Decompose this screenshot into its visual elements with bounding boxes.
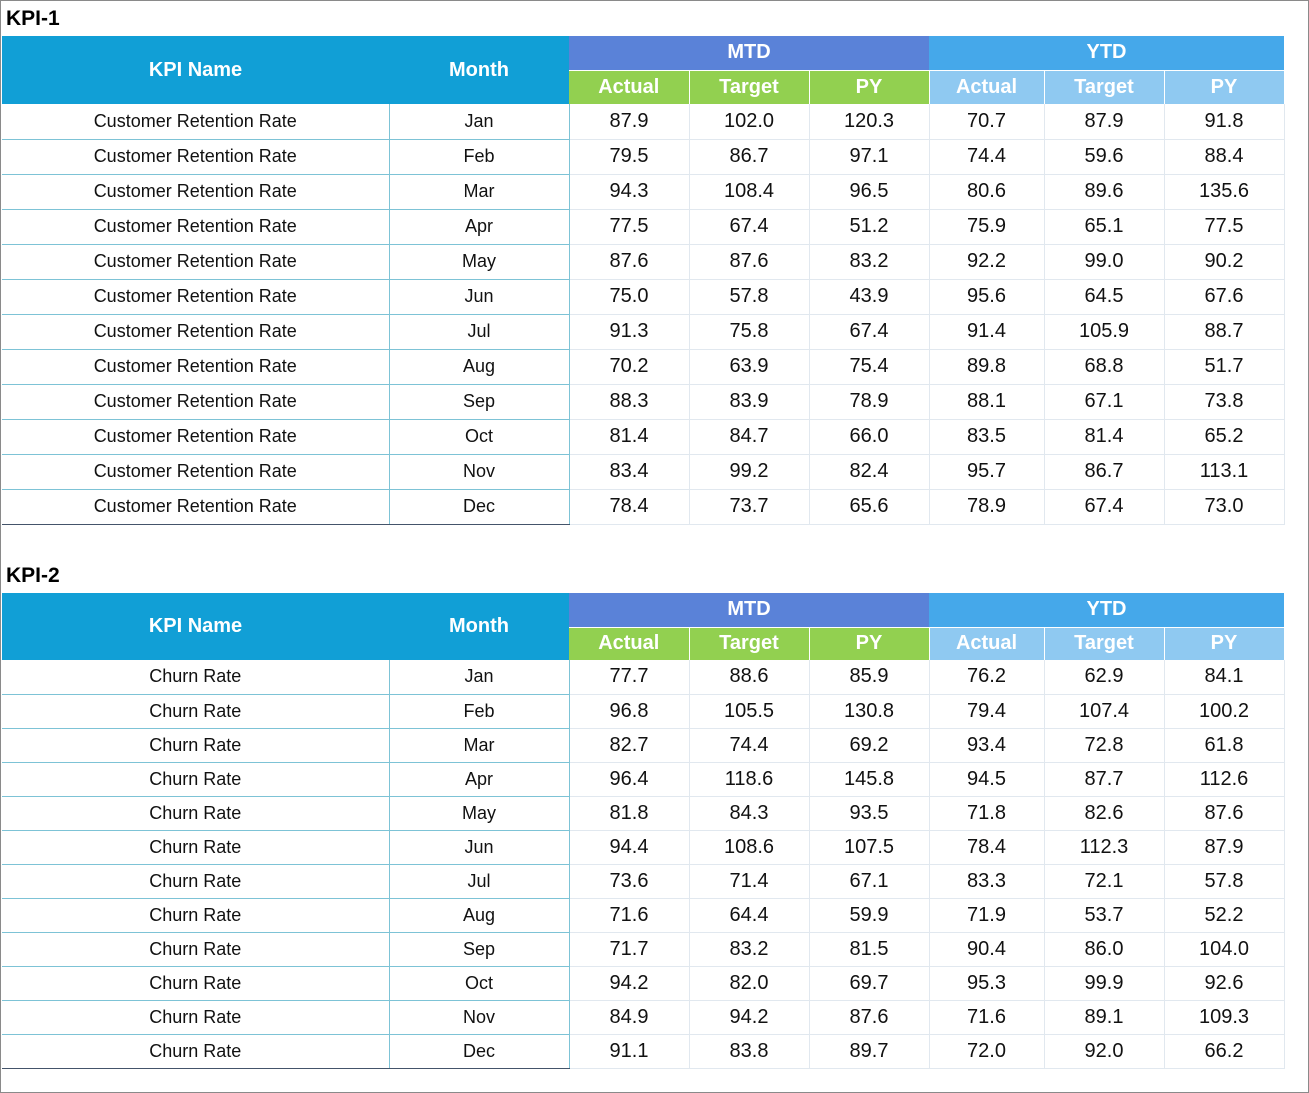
ytd-target-cell: 64.5 (1044, 279, 1164, 314)
month-cell: Jan (389, 104, 569, 139)
mtd-py-cell: 66.0 (809, 419, 929, 454)
mtd-target-cell: 64.4 (689, 898, 809, 932)
month-cell: Jul (389, 314, 569, 349)
kpi-name-cell: Churn Rate (2, 864, 389, 898)
ytd-py-cell: 113.1 (1164, 454, 1284, 489)
ytd-target-cell: 68.8 (1044, 349, 1164, 384)
mtd-py-cell: 87.6 (809, 1000, 929, 1034)
ytd-target-cell: 112.3 (1044, 830, 1164, 864)
table-row (2, 694, 1284, 728)
month-cell: Feb (389, 139, 569, 174)
mtd-actual-cell: 83.4 (569, 454, 689, 489)
mtd-target-cell: 108.6 (689, 830, 809, 864)
mtd-actual-cell: 87.9 (569, 104, 689, 139)
mtd-target-header: Target (689, 627, 809, 660)
table-row (2, 384, 1284, 419)
ytd-target-cell: 53.7 (1044, 898, 1164, 932)
mtd-target-cell: 83.2 (689, 932, 809, 966)
kpi-name-cell: Customer Retention Rate (2, 489, 389, 524)
table-row (2, 454, 1284, 489)
kpi-name-cell: Customer Retention Rate (2, 209, 389, 244)
table-row (2, 349, 1284, 384)
table-row (2, 419, 1284, 454)
ytd-target-cell: 86.7 (1044, 454, 1164, 489)
ytd-actual-cell: 71.9 (929, 898, 1044, 932)
table-row (2, 1000, 1284, 1034)
mtd-py-cell: 82.4 (809, 454, 929, 489)
mtd-actual-cell: 94.3 (569, 174, 689, 209)
ytd-py-cell: 135.6 (1164, 174, 1284, 209)
ytd-actual-cell: 80.6 (929, 174, 1044, 209)
table-row (2, 174, 1284, 209)
ytd-actual-cell: 75.9 (929, 209, 1044, 244)
ytd-py-cell: 84.1 (1164, 660, 1284, 694)
ytd-actual-cell: 89.8 (929, 349, 1044, 384)
mtd-py-cell: 145.8 (809, 762, 929, 796)
ytd-actual-cell: 88.1 (929, 384, 1044, 419)
table-row (2, 762, 1284, 796)
ytd-py-cell: 77.5 (1164, 209, 1284, 244)
kpi-name-cell: Churn Rate (2, 694, 389, 728)
ytd-py-header: PY (1164, 627, 1284, 660)
mtd-actual-header: Actual (569, 627, 689, 660)
ytd-actual-cell: 83.3 (929, 864, 1044, 898)
month-cell: Oct (389, 966, 569, 1000)
mtd-target-cell: 105.5 (689, 694, 809, 728)
ytd-header: YTD (929, 36, 1284, 70)
ytd-target-cell: 67.1 (1044, 384, 1164, 419)
ytd-actual-cell: 79.4 (929, 694, 1044, 728)
ytd-actual-cell: 70.7 (929, 104, 1044, 139)
table-row (2, 830, 1284, 864)
month-cell: May (389, 244, 569, 279)
kpi-name-cell: Churn Rate (2, 762, 389, 796)
ytd-actual-cell: 74.4 (929, 139, 1044, 174)
mtd-actual-cell: 77.7 (569, 660, 689, 694)
ytd-actual-cell: 76.2 (929, 660, 1044, 694)
mtd-target-cell: 118.6 (689, 762, 809, 796)
mtd-py-cell: 97.1 (809, 139, 929, 174)
ytd-target-cell: 62.9 (1044, 660, 1164, 694)
mtd-target-cell: 102.0 (689, 104, 809, 139)
month-header: Month (389, 593, 569, 660)
kpi-name-cell: Churn Rate (2, 728, 389, 762)
ytd-target-cell: 87.9 (1044, 104, 1164, 139)
table-row (2, 898, 1284, 932)
ytd-target-cell: 105.9 (1044, 314, 1164, 349)
mtd-target-cell: 63.9 (689, 349, 809, 384)
ytd-py-header: PY (1164, 70, 1284, 104)
mtd-actual-cell: 94.4 (569, 830, 689, 864)
kpi-name-cell: Churn Rate (2, 830, 389, 864)
table-row (2, 728, 1284, 762)
mtd-py-cell: 69.7 (809, 966, 929, 1000)
ytd-target-header: Target (1044, 627, 1164, 660)
month-cell: Mar (389, 728, 569, 762)
kpi-name-cell: Churn Rate (2, 796, 389, 830)
mtd-target-cell: 108.4 (689, 174, 809, 209)
table-row (2, 279, 1284, 314)
ytd-actual-cell: 90.4 (929, 932, 1044, 966)
mtd-actual-cell: 75.0 (569, 279, 689, 314)
kpi-name-cell: Churn Rate (2, 660, 389, 694)
table-row (2, 139, 1284, 174)
mtd-py-cell: 59.9 (809, 898, 929, 932)
ytd-py-cell: 109.3 (1164, 1000, 1284, 1034)
mtd-target-cell: 75.8 (689, 314, 809, 349)
mtd-target-header: Target (689, 70, 809, 104)
mtd-py-cell: 120.3 (809, 104, 929, 139)
ytd-target-cell: 82.6 (1044, 796, 1164, 830)
ytd-target-cell: 87.7 (1044, 762, 1164, 796)
table-row (2, 864, 1284, 898)
mtd-actual-cell: 78.4 (569, 489, 689, 524)
mtd-py-cell: 67.4 (809, 314, 929, 349)
ytd-actual-header: Actual (929, 627, 1044, 660)
kpi-2-title: KPI-2 (6, 564, 60, 587)
ytd-target-cell: 67.4 (1044, 489, 1164, 524)
mtd-target-cell: 86.7 (689, 139, 809, 174)
ytd-actual-cell: 72.0 (929, 1034, 1044, 1068)
mtd-py-cell: 51.2 (809, 209, 929, 244)
table-row (2, 314, 1284, 349)
mtd-py-cell: 130.8 (809, 694, 929, 728)
month-cell: Aug (389, 898, 569, 932)
mtd-actual-cell: 71.7 (569, 932, 689, 966)
mtd-target-cell: 83.8 (689, 1034, 809, 1068)
ytd-py-cell: 112.6 (1164, 762, 1284, 796)
kpi-name-cell: Customer Retention Rate (2, 454, 389, 489)
kpi-name-header: KPI Name (2, 36, 389, 104)
mtd-actual-header: Actual (569, 70, 689, 104)
month-cell: May (389, 796, 569, 830)
ytd-target-cell: 107.4 (1044, 694, 1164, 728)
month-cell: Jun (389, 830, 569, 864)
ytd-py-cell: 66.2 (1164, 1034, 1284, 1068)
mtd-actual-cell: 91.3 (569, 314, 689, 349)
ytd-actual-cell: 92.2 (929, 244, 1044, 279)
kpi-1-title: KPI-1 (6, 7, 60, 30)
mtd-target-cell: 83.9 (689, 384, 809, 419)
table-row (2, 1034, 1284, 1068)
kpi-name-cell: Churn Rate (2, 898, 389, 932)
mtd-target-cell: 57.8 (689, 279, 809, 314)
mtd-header: MTD (569, 36, 929, 70)
mtd-py-cell: 65.6 (809, 489, 929, 524)
ytd-py-cell: 91.8 (1164, 104, 1284, 139)
ytd-py-cell: 57.8 (1164, 864, 1284, 898)
mtd-actual-cell: 70.2 (569, 349, 689, 384)
ytd-actual-cell: 94.5 (929, 762, 1044, 796)
ytd-py-cell: 104.0 (1164, 932, 1284, 966)
ytd-target-header: Target (1044, 70, 1164, 104)
ytd-actual-cell: 71.8 (929, 796, 1044, 830)
mtd-target-cell: 67.4 (689, 209, 809, 244)
month-cell: Jul (389, 864, 569, 898)
ytd-target-cell: 86.0 (1044, 932, 1164, 966)
ytd-actual-cell: 93.4 (929, 728, 1044, 762)
kpi-name-cell: Customer Retention Rate (2, 244, 389, 279)
kpi-name-cell: Customer Retention Rate (2, 139, 389, 174)
kpi-2-table (2, 593, 1285, 1069)
table-row (2, 966, 1284, 1000)
mtd-target-cell: 71.4 (689, 864, 809, 898)
mtd-actual-cell: 77.5 (569, 209, 689, 244)
ytd-py-cell: 67.6 (1164, 279, 1284, 314)
table-row (2, 209, 1284, 244)
ytd-actual-header: Actual (929, 70, 1044, 104)
mtd-target-cell: 74.4 (689, 728, 809, 762)
ytd-actual-cell: 83.5 (929, 419, 1044, 454)
ytd-target-cell: 81.4 (1044, 419, 1164, 454)
ytd-py-cell: 61.8 (1164, 728, 1284, 762)
mtd-target-cell: 99.2 (689, 454, 809, 489)
ytd-target-cell: 89.6 (1044, 174, 1164, 209)
ytd-target-cell: 99.0 (1044, 244, 1164, 279)
month-cell: Feb (389, 694, 569, 728)
mtd-py-cell: 107.5 (809, 830, 929, 864)
kpi-name-cell: Customer Retention Rate (2, 419, 389, 454)
kpi-name-cell: Customer Retention Rate (2, 314, 389, 349)
table-row (2, 244, 1284, 279)
ytd-py-cell: 87.9 (1164, 830, 1284, 864)
ytd-target-cell: 99.9 (1044, 966, 1164, 1000)
mtd-actual-cell: 88.3 (569, 384, 689, 419)
month-cell: Dec (389, 489, 569, 524)
month-cell: Nov (389, 454, 569, 489)
mtd-py-cell: 93.5 (809, 796, 929, 830)
mtd-target-cell: 82.0 (689, 966, 809, 1000)
mtd-py-cell: 81.5 (809, 932, 929, 966)
month-cell: Apr (389, 762, 569, 796)
mtd-target-cell: 94.2 (689, 1000, 809, 1034)
table-row (2, 796, 1284, 830)
kpi-name-cell: Churn Rate (2, 932, 389, 966)
month-cell: Jun (389, 279, 569, 314)
ytd-py-cell: 73.8 (1164, 384, 1284, 419)
mtd-actual-cell: 79.5 (569, 139, 689, 174)
month-cell: Mar (389, 174, 569, 209)
table-row (2, 104, 1284, 139)
mtd-py-header: PY (809, 70, 929, 104)
ytd-target-cell: 72.8 (1044, 728, 1164, 762)
mtd-py-header: PY (809, 627, 929, 660)
mtd-actual-cell: 91.1 (569, 1034, 689, 1068)
mtd-py-cell: 67.1 (809, 864, 929, 898)
ytd-py-cell: 88.7 (1164, 314, 1284, 349)
mtd-py-cell: 89.7 (809, 1034, 929, 1068)
ytd-py-cell: 65.2 (1164, 419, 1284, 454)
mtd-actual-cell: 84.9 (569, 1000, 689, 1034)
mtd-target-cell: 84.3 (689, 796, 809, 830)
mtd-py-cell: 43.9 (809, 279, 929, 314)
ytd-py-cell: 73.0 (1164, 489, 1284, 524)
kpi-1-table (2, 36, 1285, 525)
mtd-target-cell: 73.7 (689, 489, 809, 524)
ytd-actual-cell: 71.6 (929, 1000, 1044, 1034)
mtd-actual-cell: 81.4 (569, 419, 689, 454)
month-cell: Dec (389, 1034, 569, 1068)
kpi-name-cell: Churn Rate (2, 966, 389, 1000)
mtd-header: MTD (569, 593, 929, 627)
mtd-actual-cell: 81.8 (569, 796, 689, 830)
month-cell: Nov (389, 1000, 569, 1034)
ytd-actual-cell: 78.4 (929, 830, 1044, 864)
month-cell: Sep (389, 384, 569, 419)
ytd-py-cell: 51.7 (1164, 349, 1284, 384)
mtd-target-cell: 84.7 (689, 419, 809, 454)
table-row (2, 489, 1284, 524)
kpi-name-cell: Churn Rate (2, 1034, 389, 1068)
kpi-name-cell: Churn Rate (2, 1000, 389, 1034)
mtd-target-cell: 87.6 (689, 244, 809, 279)
mtd-py-cell: 85.9 (809, 660, 929, 694)
mtd-py-cell: 78.9 (809, 384, 929, 419)
kpi-name-cell: Customer Retention Rate (2, 279, 389, 314)
mtd-target-cell: 88.6 (689, 660, 809, 694)
mtd-py-cell: 75.4 (809, 349, 929, 384)
mtd-actual-cell: 96.8 (569, 694, 689, 728)
mtd-py-cell: 69.2 (809, 728, 929, 762)
ytd-py-cell: 100.2 (1164, 694, 1284, 728)
mtd-actual-cell: 71.6 (569, 898, 689, 932)
ytd-actual-cell: 91.4 (929, 314, 1044, 349)
ytd-header: YTD (929, 593, 1284, 627)
ytd-py-cell: 90.2 (1164, 244, 1284, 279)
mtd-actual-cell: 82.7 (569, 728, 689, 762)
kpi-name-cell: Customer Retention Rate (2, 384, 389, 419)
month-cell: Sep (389, 932, 569, 966)
table-row (2, 932, 1284, 966)
ytd-py-cell: 87.6 (1164, 796, 1284, 830)
ytd-py-cell: 52.2 (1164, 898, 1284, 932)
ytd-target-cell: 65.1 (1044, 209, 1164, 244)
ytd-target-cell: 72.1 (1044, 864, 1164, 898)
kpi-name-header: KPI Name (2, 593, 389, 660)
ytd-target-cell: 59.6 (1044, 139, 1164, 174)
ytd-py-cell: 92.6 (1164, 966, 1284, 1000)
ytd-target-cell: 89.1 (1044, 1000, 1164, 1034)
mtd-actual-cell: 96.4 (569, 762, 689, 796)
ytd-actual-cell: 78.9 (929, 489, 1044, 524)
kpi-name-cell: Customer Retention Rate (2, 349, 389, 384)
mtd-actual-cell: 87.6 (569, 244, 689, 279)
month-cell: Apr (389, 209, 569, 244)
kpi-name-cell: Customer Retention Rate (2, 174, 389, 209)
ytd-actual-cell: 95.3 (929, 966, 1044, 1000)
mtd-actual-cell: 73.6 (569, 864, 689, 898)
ytd-actual-cell: 95.7 (929, 454, 1044, 489)
ytd-actual-cell: 95.6 (929, 279, 1044, 314)
kpi-name-cell: Customer Retention Rate (2, 104, 389, 139)
mtd-py-cell: 83.2 (809, 244, 929, 279)
ytd-py-cell: 88.4 (1164, 139, 1284, 174)
month-cell: Oct (389, 419, 569, 454)
table-row (2, 660, 1284, 694)
month-cell: Jan (389, 660, 569, 694)
month-header: Month (389, 36, 569, 104)
mtd-actual-cell: 94.2 (569, 966, 689, 1000)
ytd-target-cell: 92.0 (1044, 1034, 1164, 1068)
mtd-py-cell: 96.5 (809, 174, 929, 209)
month-cell: Aug (389, 349, 569, 384)
